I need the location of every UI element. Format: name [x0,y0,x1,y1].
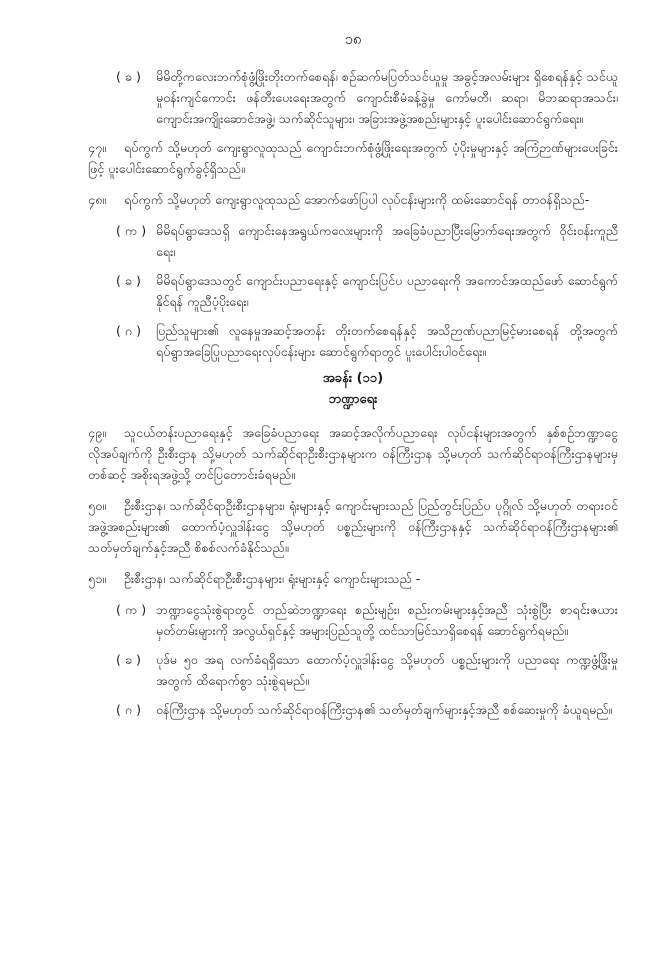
subsection-text: ပုဒ်မ ၅၀ အရ လက်ခံရရှိသော ထောက်ပံ့လှူဒါန်းငွေ သို့မဟုတ် ပစ္စည်းများကို ပညာရေး ကဏ္ဍဖွံ့ဖြိုးမှုအတွက် ထိရောက်စွာ သုံးစွဲရမည်။ [156,652,618,688]
subsection-48-ka [116,220,618,262]
subsection-marker: ( ခ ) [116,273,141,288]
subsection-text: ပြည်သူများ၏ လူနေမှုအဆင့်အတန်း တိုးတက်စေရန်နှင့် အသိဉာဏ်ပညာမြင့်မားစေရန် တို့အတွက် ရပ်ရွာအခြေပြုပညာရေးလုပ်ငန်းများ ဆောင်ရွက်ရာတွင် ပူးပေါင်းပါဝင်ရေး။ [156,323,618,359]
section-50 [88,495,618,558]
subsection-kha [116,66,618,129]
subsection-48-kha [116,270,618,312]
section-text: ဦးစီးဌာန၊ သက်ဆိုင်ရာဦးစီးဌာနများ၊ ရုံးများနှင့် ကျောင်းများသည် ပြည်တွင်းပြည်ပ ပုဂ္ဂိုလ် သို့မဟုတ် တရားဝင်အဖွဲ့အစည်းများ၏ ထောက်ပံ့လှူဒါန်းငွေ သို့မဟုတ် ပစ္စည်းများကို ဝန်ကြီးဌာနနှင့် သက်ဆိုင်ရာဝန်ကြီးဌာနများ၏ သတ်မှတ်ချက်နှင့်အညီ စိစစ်လက်ခံနိုင်သည်။ [88,498,618,555]
subsection-text: ဝန်ကြီးဌာန သို့မဟုတ် သက်ဆိုင်ရာဝန်ကြီးဌာန၏ သတ်မှတ်ချက်များနှင့်အညီ စစ်ဆေးမှုကို ခံယူရမည်။ [156,702,613,717]
section-number: ၅၁။ [88,571,106,586]
subsection-text: မိမိတို့ကလေးဘက်စုံဖွံ့ဖြိုးတိုးတက်စေရန်၊ စဉ်ဆက်မပြတ်သင်ယူမှု အခွင့်အလမ်းများ ရှိစေရန်နှင့် သင်ယူမှုဝန်းကျင်ကောင်း ဖန်တီးပေးရေးအတွက် ကျောင်းစီမံခန့်ခွဲမှု ကော်မတီ၊ ဆရာ၊ မိဘဆရာအသင်း၊ ကျောင်းအကျိုးဆောင်အဖွဲ့၊ သက်ဆိုင်သူများ၊ အခြားအဖွဲ့အစည်းများနှင့် ပူးပေါင်းဆောင်ရွက်ရေး။ [156,69,618,126]
section-number: ၄၈။ [88,192,107,207]
section-number: ၄၉။ [88,425,106,440]
section-text: ဦးစီးဌာန၊ သက်ဆိုင်ရာဦးစီးဌာနများ၊ ရုံးများနှင့် ကျောင်းများသည် - [123,571,421,586]
section-47 [88,137,618,179]
subsection-51-kha [116,649,618,691]
section-number: ၅၀။ [88,498,106,513]
section-text: သူငယ်တန်းပညာရေးနှင့် အခြေခံပညာရေး အဆင့်အလိုက်ပညာရေး လုပ်ငန်းများအတွက် နှစ်စဉ်ဘဏ္ဍာငွေ လိုအပ်ချက်ကို ဦးစီးဌာန သို့မဟုတ် သက်ဆိုင်ရာဦးစီးဌာနများက ဝန်ကြီးဌာန သို့မဟုတ် သက်ဆိုင်ရာဝန်ကြီးဌာနများမှတစ်ဆင့် အစိုးရအဖွဲ့သို့ တင်ပြတောင်းခံရမည်။ [88,425,618,482]
subsection-marker: ( ခ ) [116,652,141,667]
section-text: ရပ်ကွက် သို့မဟုတ် ကျေးရွာလူထုသည် ကျောင်းဘက်စုံဖွံ့ဖြိုးရေးအတွက် ပံ့ပိုးမှုများနှင့် အကြံဉာဏ်များပေးခြင်းဖြင့် ပူးပေါင်းဆောင်ရွက်ခွင့်ရှိသည်။ [88,140,618,176]
page-number: ၁၈ [344,30,362,48]
subsection-marker: ( ဂ ) [116,323,142,338]
section-48 [88,189,618,210]
section-number: ၄၇။ [88,140,106,155]
subsection-marker: ( ဂ ) [116,702,142,717]
chapter-title: ဘဏ္ဍာရေး [328,392,378,407]
subsection-51-ga [116,699,618,720]
subsection-marker: ( က ) [116,223,147,238]
chapter-number: အခန်း (၁၁) [322,371,384,386]
section-text: ရပ်ကွက် သို့မဟုတ် ကျေးရွာလူထုသည် အောက်ဖော်ပြပါ လုပ်ငန်းများကို ထမ်းဆောင်ရန် တာဝန်ရှိသည်- [124,192,590,207]
section-49 [88,422,618,485]
subsection-51-ka [116,599,618,641]
section-51 [88,568,618,589]
subsection-text: ဘဏ္ဍာငွေသုံးစွဲရာတွင် တည်ဆဲဘဏ္ဍာရေး စည်းမျဉ်း၊ စည်းကမ်းများနှင့်အညီ သုံးစွဲပြီး စာရင်းဇယားမှတ်တမ်းများကို အလွယ်ရှင်နှင့် အများပြည်သူတို့ ထင်သာမြင်သာရှိစေရန် ဆောင်ရွက်ရမည်။ [156,602,618,638]
subsection-text: မိမိရပ်ရွာဒေသတွင် ကျောင်းပညာရေးနှင့် ကျောင်းပြင်ပ ပညာရေးကို အကောင်အထည်ဖော် ဆောင်ရွက်နိုင်ရန် ကူညီပံ့ပိုးရေး၊ [156,273,618,309]
subsection-48-ga [116,320,618,362]
subsection-marker: ( ခ ) [116,69,141,84]
subsection-text: မိမိရပ်ရွာဒေသရှိ ကျောင်းနေအရွယ်ကလေးများကို အခြေခံပညာပြီးမြောက်ရေးအတွက် ဝိုင်းဝန်းကူညီရေး၊ [156,223,618,259]
subsection-marker: ( က ) [116,602,147,617]
